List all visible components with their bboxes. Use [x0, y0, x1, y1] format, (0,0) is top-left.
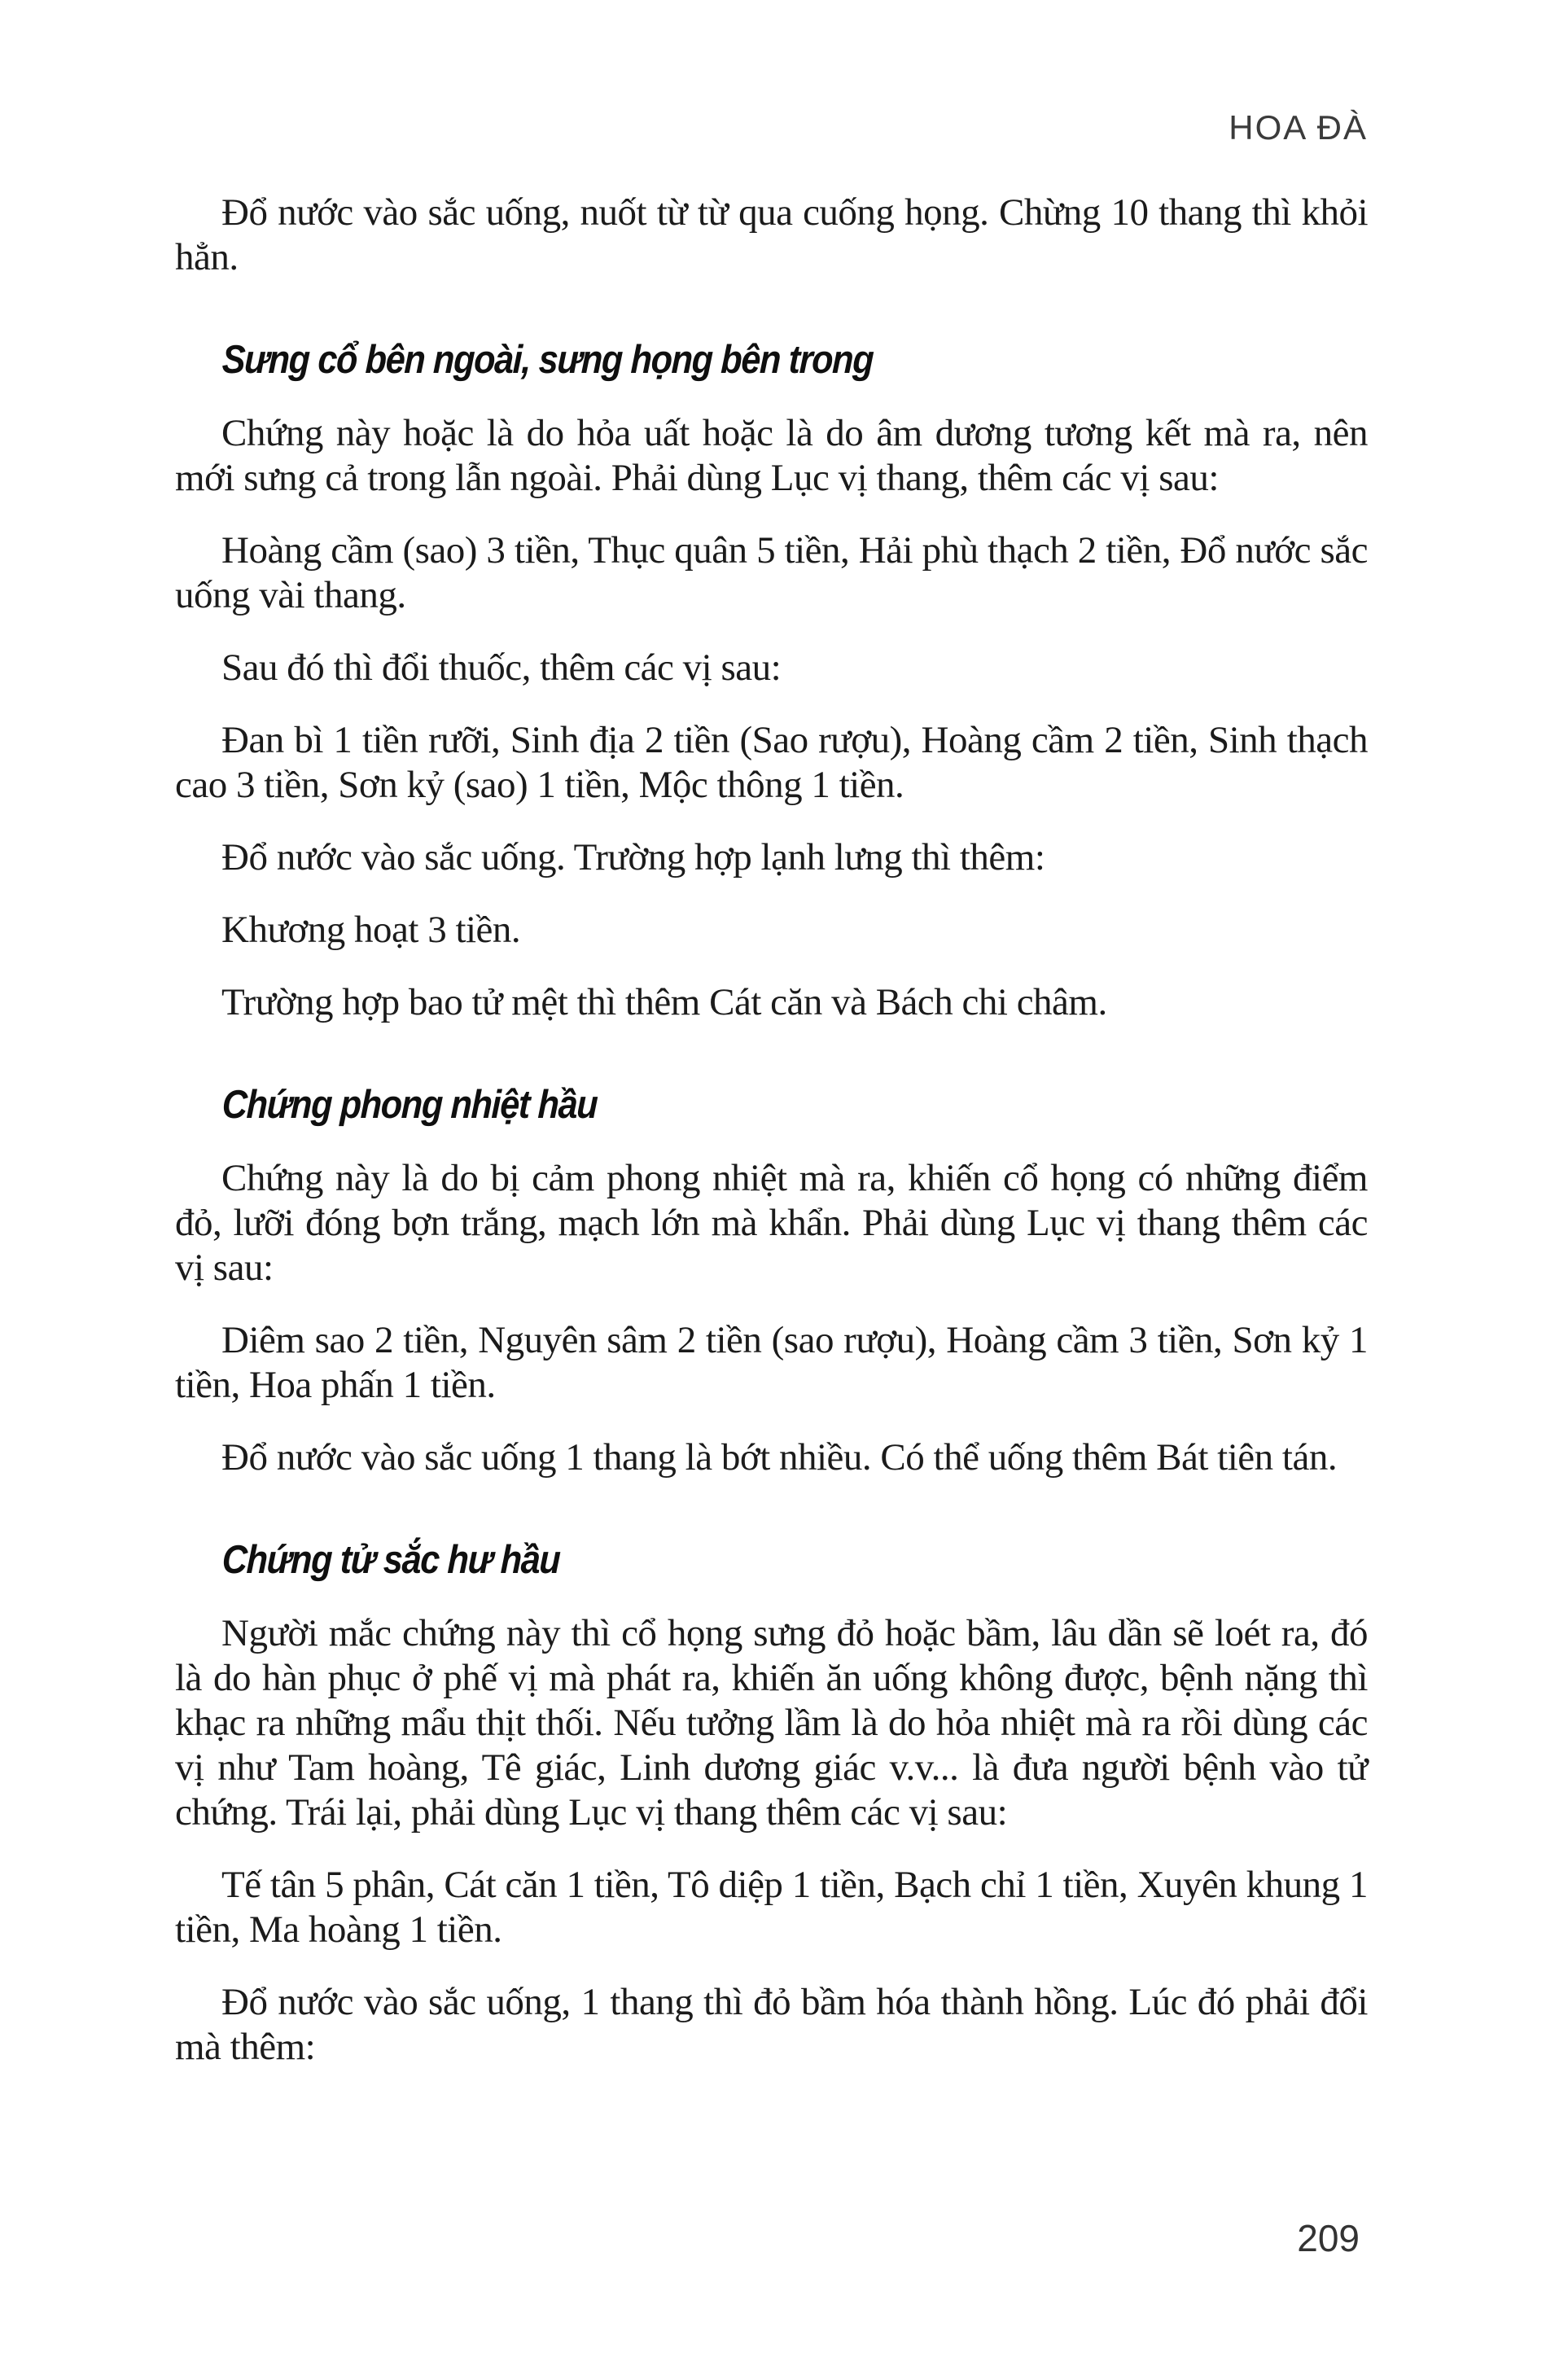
paragraph-tu-sac-description: Người mắc chứng này thì cổ họng sưng đỏ hoặc bầm, lâu dần sẽ loét ra, đó là do hàn phục ở phế vị mà phát ra, khiến ăn uống không được, bệnh nặng thì khạc ra những mẩu thịt thối. Nếu tưởng lầm là do hỏa nhiệt mà ra rồi dùng các vị như Tam hoàng, Tê giác, Linh dương giác v.v... là đưa người bệnh vào tử chứng. Trái lại, phải dùng Lục vị thang thêm các vị sau:	[175, 1612, 1368, 1834]
section-heading-text: Chứng tử sắc hư hầu	[221, 1538, 561, 1582]
page-number: 209	[1297, 2217, 1360, 2259]
paragraph-closing: Đổ nước vào sắc uống, 1 thang thì đỏ bầm hóa thành hồng. Lúc đó phải đổi mà thêm:	[175, 1981, 1368, 2068]
paragraph-change-medicine: Sau đó thì đổi thuốc, thêm các vị sau:	[221, 646, 782, 689]
paragraph-khuong-hoat: Khương hoạt 3 tiền.	[221, 909, 521, 951]
section-heading-sung-co	[175, 337, 1368, 383]
paragraph-bat-tien-tan: Đổ nước vào sắc uống 1 thang là bớt nhiều. Có thể uống thêm Bát tiên tán.	[221, 1436, 1338, 1479]
paragraph-tired-stomach: Trường hợp bao tử mệt thì thêm Cát căn và Bách chi châm.	[221, 981, 1107, 1023]
paragraph-recipe-4: Tế tân 5 phân, Cát căn 1 tiền, Tô diệp 1 tiền, Bạch chỉ 1 tiền, Xuyên khung 1 tiền, Ma hoàng 1 tiền.	[175, 1864, 1368, 1951]
paragraph-cold-back: Đổ nước vào sắc uống. Trường hợp lạnh lưng thì thêm:	[221, 836, 1045, 878]
section-heading-tu-sac-hu-hau	[175, 1537, 1368, 1583]
section-heading-text: Chứng phong nhiệt hầu	[221, 1083, 598, 1127]
paragraph-dosage-intro: Đổ nước vào sắc uống, nuốt từ từ qua cuống họng. Chừng 10 thang thì khỏi hẳn.	[175, 191, 1368, 278]
page-content	[175, 0, 1368, 2097]
section-heading-text: Sưng cổ bên ngoài, sưng họng bên trong	[221, 338, 874, 382]
section-heading-phong-nhiet	[175, 1082, 1368, 1128]
paragraph-recipe-2: Đan bì 1 tiền rưỡi, Sinh địa 2 tiền (Sao rượu), Hoàng cầm 2 tiền, Sinh thạch cao 3 tiền, Sơn kỷ (sao) 1 tiền, Mộc thông 1 tiền.	[175, 719, 1368, 806]
paragraph-phong-nhiet-cause: Chứng này là do bị cảm phong nhiệt mà ra, khiến cổ họng có những điểm đỏ, lưỡi đóng bợn trắng, mạch lớn mà khẩn. Phải dùng Lục vị thang thêm các vị sau:	[175, 1157, 1368, 1289]
paragraph-cause: Chứng này hoặc là do hỏa uất hoặc là do âm dương tương kết mà ra, nên mới sưng cả trong lẫn ngoài. Phải dùng Lục vị thang, thêm các vị sau:	[175, 412, 1368, 499]
running-header: HOA ĐÀ	[1229, 108, 1368, 147]
paragraph-recipe-1: Hoàng cầm (sao) 3 tiền, Thục quân 5 tiền, Hải phù thạch 2 tiền, Đổ nước sắc uống vài thang.	[175, 529, 1368, 616]
paragraph-recipe-3: Diêm sao 2 tiền, Nguyên sâm 2 tiền (sao rượu), Hoàng cầm 3 tiền, Sơn kỷ 1 tiền, Hoa phấn 1 tiền.	[175, 1319, 1368, 1406]
